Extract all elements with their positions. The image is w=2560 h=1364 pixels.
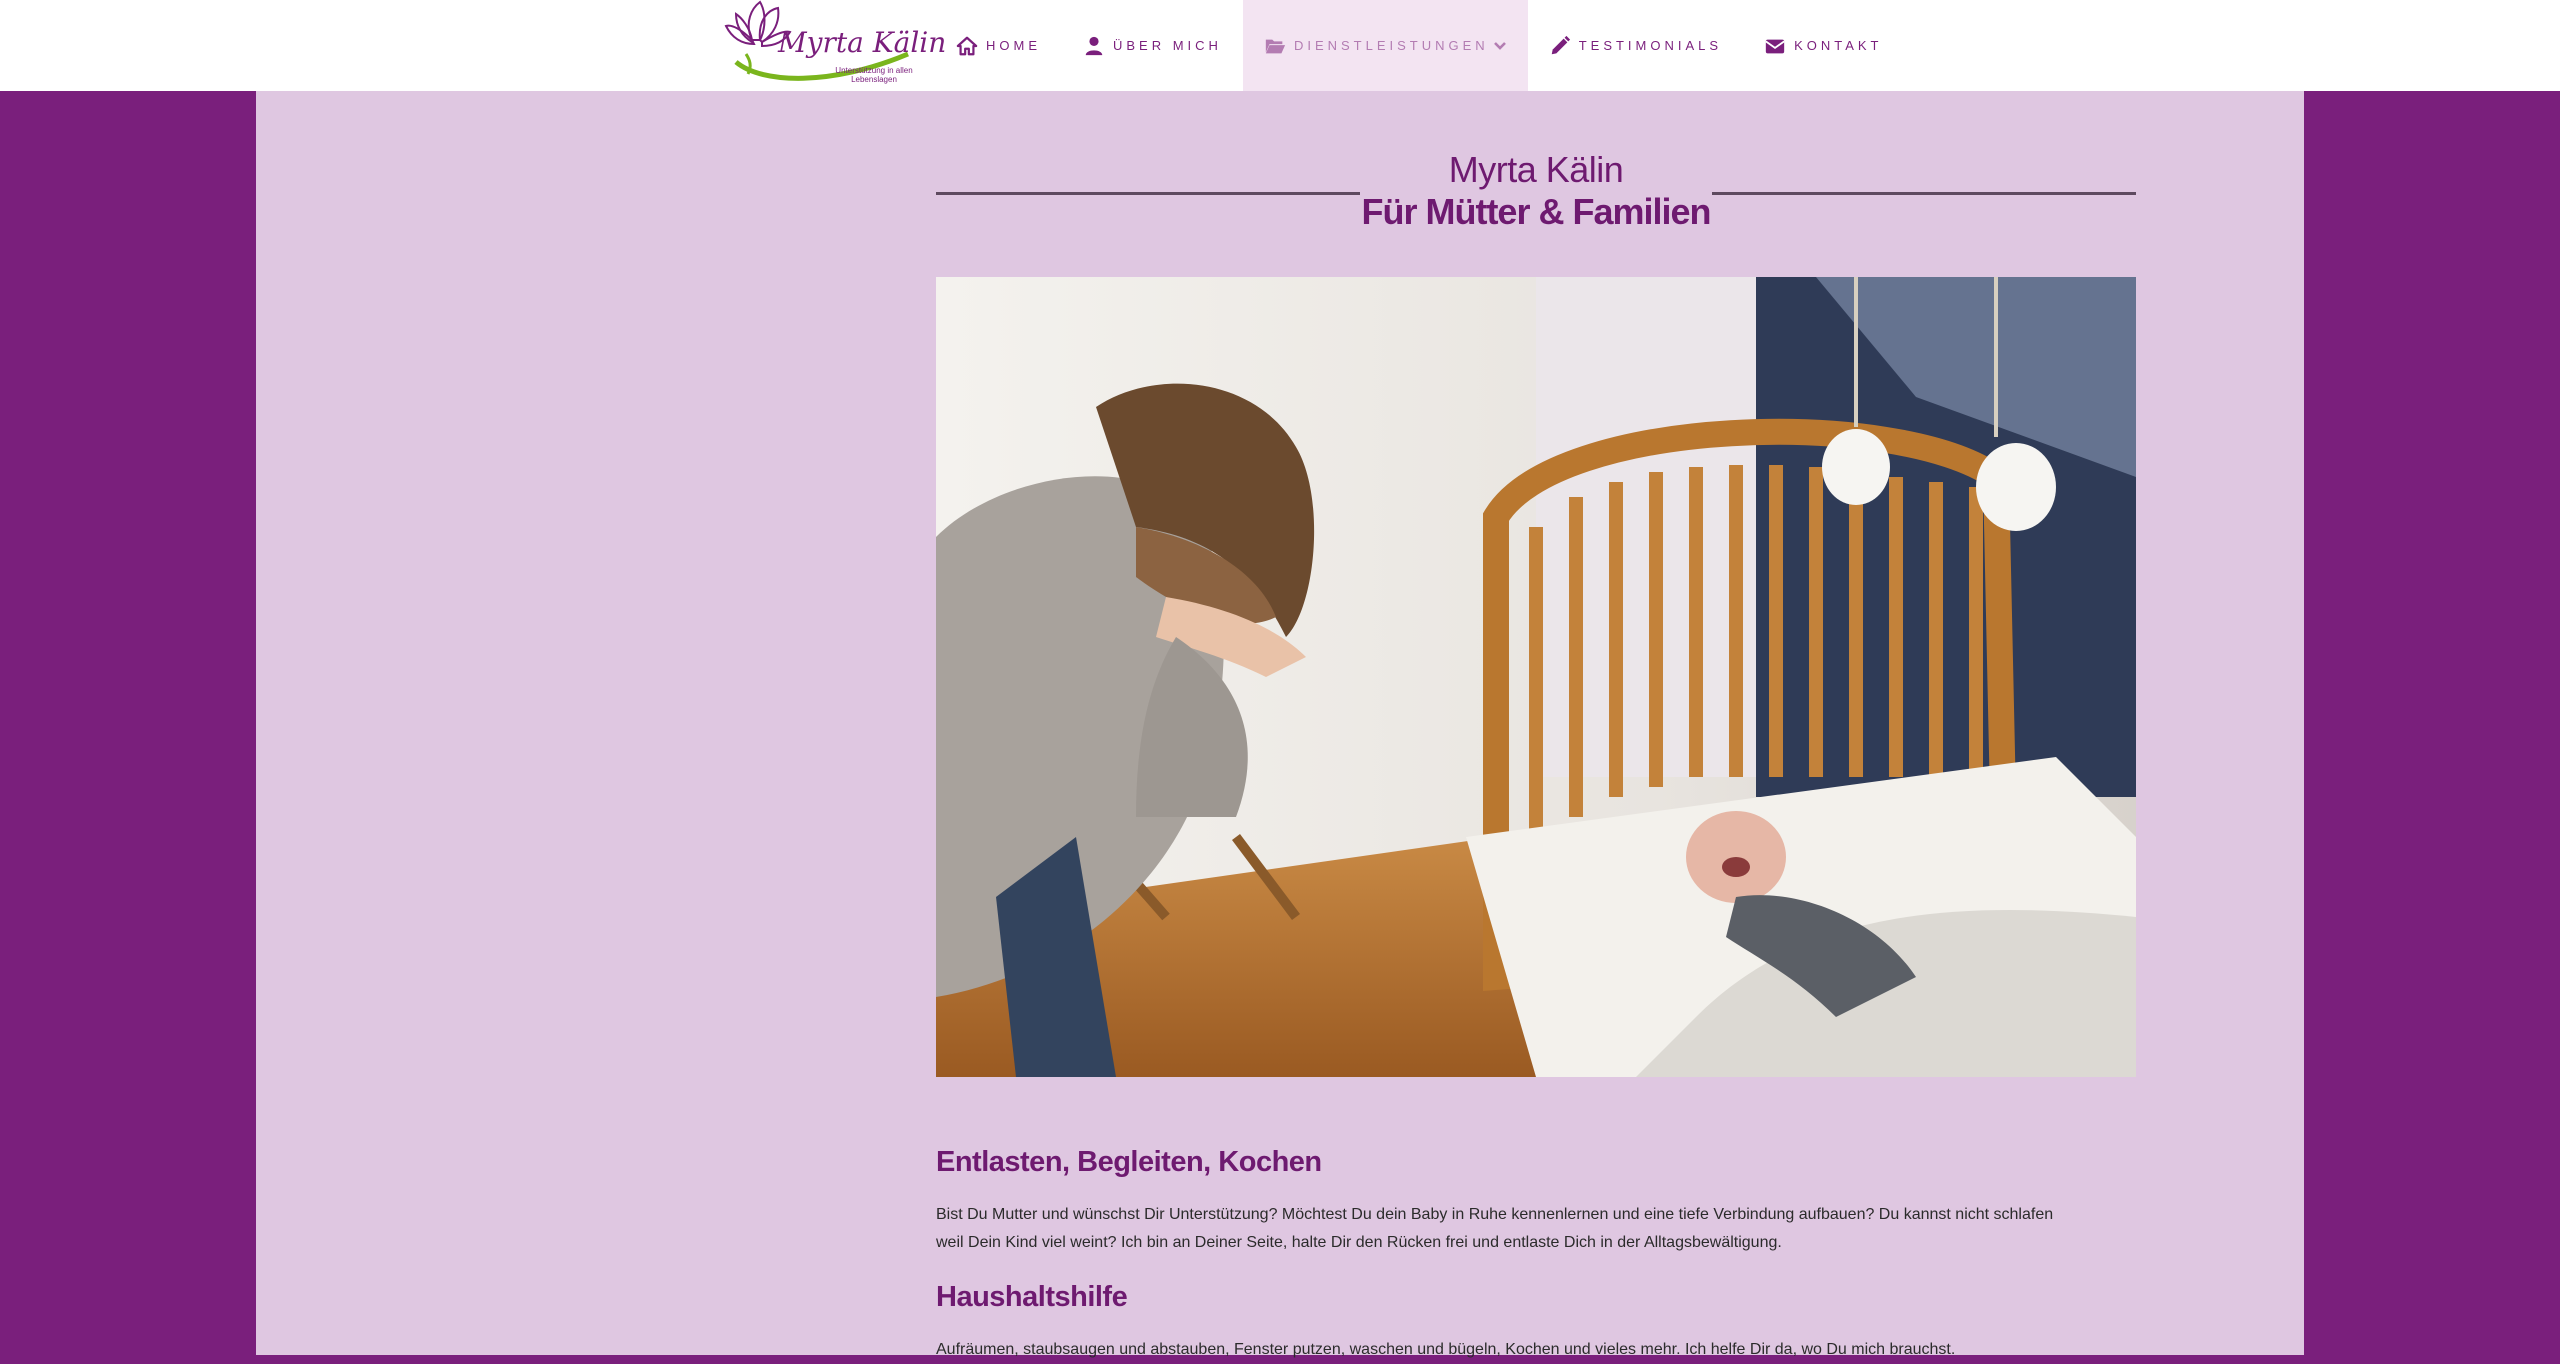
nav-item-ueber-mich[interactable] bbox=[1062, 0, 1243, 91]
top-navigation-bar bbox=[0, 0, 2560, 91]
nav-item-dienstleistungen[interactable] bbox=[1243, 0, 1528, 91]
mother-baby-crib-illustration bbox=[936, 277, 2136, 1077]
nav-item-label: HOME bbox=[986, 38, 1041, 53]
main-navigation bbox=[935, 0, 1904, 91]
content-panel bbox=[256, 91, 2304, 1358]
folder-open-icon bbox=[1264, 35, 1286, 57]
nav-item-home[interactable] bbox=[935, 0, 1062, 91]
envelope-icon bbox=[1764, 35, 1786, 57]
section-heading: Haushaltshilfe bbox=[936, 1281, 1128, 1313]
logo-text: Myrta Kälin bbox=[778, 26, 947, 59]
logo-tagline: Unterstützung in allen Lebenslagen bbox=[835, 66, 913, 84]
nav-item-kontakt[interactable] bbox=[1743, 0, 1903, 91]
nav-item-label: ÜBER MICH bbox=[1113, 38, 1222, 53]
page-title: Für Mütter & Familien bbox=[1361, 191, 1711, 232]
page-title-sub: Myrta Kälin bbox=[1448, 149, 1624, 190]
nav-item-label: DIENSTLEISTUNGEN bbox=[1293, 38, 1489, 53]
hero-image bbox=[936, 277, 2136, 1077]
pencil-icon bbox=[1549, 35, 1571, 57]
nav-item-testimonials[interactable] bbox=[1528, 0, 1743, 91]
home-icon bbox=[956, 35, 978, 57]
nav-item-label: TESTIMONIALS bbox=[1578, 38, 1723, 53]
section-text-line: Aufräumen, staubsaugen und abstauben, Fenster putzen, waschen und bügeln, Kochen und vieles mehr. Ich helfe Dir da, wo Du mich brauchst. bbox=[936, 1341, 1956, 1358]
section-heading: Entlasten, Begleiten, Kochen bbox=[936, 1146, 1322, 1178]
section-text-line: Bist Du Mutter und wünschst Dir Unterstützung? Möchtest Du dein Baby in Ruhe kennenlernen und eine tiefe Verbindung aufbauen? Du kannst nicht schlafen bbox=[936, 1206, 2054, 1223]
chevron-down-icon bbox=[1493, 39, 1507, 53]
site-logo[interactable] bbox=[722, 0, 947, 88]
user-icon bbox=[1083, 35, 1105, 57]
nav-item-label: KONTAKT bbox=[1794, 38, 1883, 53]
section-text-line: weil Dein Kind viel weint? Ich bin an Deiner Seite, halte Dir den Rücken frei und entlaste Dich in der Alltagsbewältigung. bbox=[936, 1234, 1782, 1251]
